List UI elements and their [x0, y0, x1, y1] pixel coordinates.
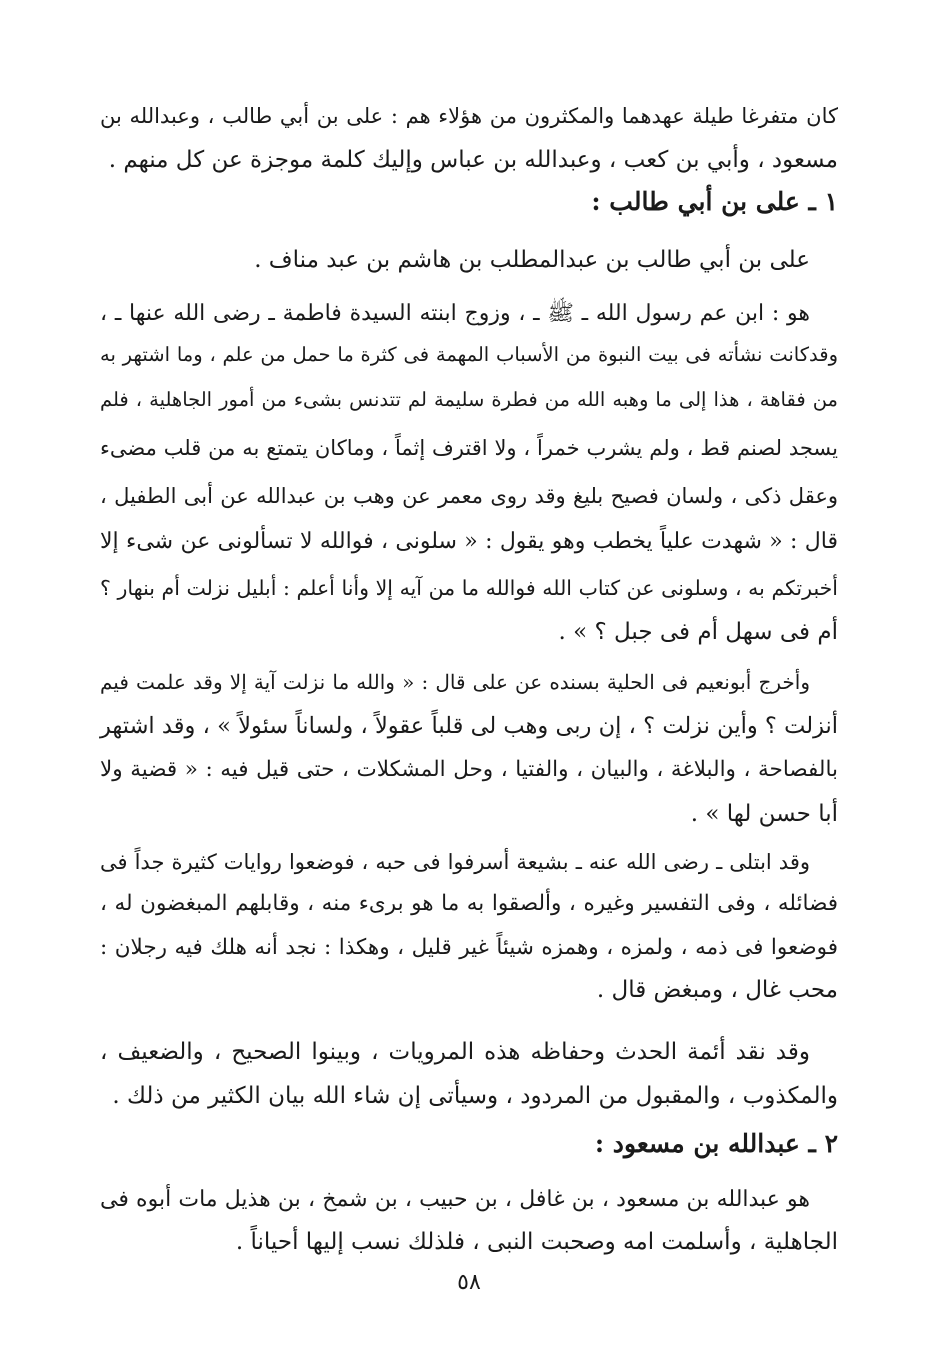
text-line: قال : « شهدت علياً يخطب وهو يقول : « سلونى ، فوالله لا تسألونى عن شىء إلا [100, 529, 838, 554]
text-line: فضائله ، وفى التفسير وغيره ، وألصقوا به ما هو برىء منه ، وقابلهم المبغضون له ، [100, 891, 838, 916]
text-line: فوضعوا فى ذمه ، ولمزه ، وهمزه شيئاً غير قليل ، وهكذا : نجد أنه هلك فيه رجلان : [100, 935, 838, 960]
text-line: وقد ابتلى ـ رضى الله عنه ـ بشيعة أسرفوا فى حبه ، فوضعوا روايات كثيرة جداً فى [100, 850, 810, 874]
text-line: أخبرتكم به ، وسلونى عن كتاب الله فوالله ما من آيه إلا وأنا أعلم : أبليل نزلت أم بنهار ؟ [100, 576, 838, 600]
page-number: ٥٨ [457, 1270, 481, 1295]
text-line: مسعود ، وأبي بن كعب ، وعبدالله بن عباس وإليك كلمة موجزة عن كل منهم . [108, 147, 838, 173]
text-line: بالفصاحة ، والبلاغة ، والبيان ، والفتيا ، وحل المشكلات ، حتى قيل فيه : « قضية ولا [100, 757, 838, 782]
text-line: والمكذوب ، والمقبول من المردود ، وسيأتى إن شاء الله بيان الكثير من ذلك . [112, 1083, 838, 1109]
text-line: كان متفرغا طيلة عهدهما والمكثرون من هؤلاء هم : على بن أبي طالب ، وعبدالله بن [100, 104, 838, 128]
text-line: هو عبدالله بن مسعود ، بن غافل ، بن حبيب ، بن شمخ ، بن هذيل مات أبوه فى [100, 1187, 810, 1212]
text-line: من فقاهة ، هذا إلى ما وهبه الله من فطرة سليمة لم تتدنس بشىء من أمور الجاهلية ، فلم [100, 388, 838, 411]
text-line: أنزلت ؟ وأين نزلت ؟ ، إن ربى وهب لى قلباً عقولاً ، ولساناً سئولاً » ، وقد اشتهر [100, 713, 838, 739]
section-heading: ١ ـ على بن أبي طالب : [591, 187, 838, 216]
text-line: هو : ابن عم رسول الله ـ ﷺ ـ ، وزوج ابنته السيدة فاطمة ـ رضى الله عنها ـ ، [100, 301, 810, 326]
text-line: يسجد لصنم قط ، ولم يشرب خمراً ، ولا اقترف إثماً ، وماكان يتمتع به من قلب مضىء [100, 436, 838, 460]
text-line: أبا حسن لها » . [690, 801, 838, 827]
section-heading: ٢ ـ عبدالله بن مسعود : [594, 1129, 838, 1158]
text-line: وأخرج أبونعيم فى الحلية بسنده عن على قال : « والله ما نزلت آية إلا وقد علمت فيم [100, 670, 810, 694]
text-line: وقد نقد أئمة الحدث وحفاظه هذه المرويات ، وبينوا الصحيح ، والضعيف ، [100, 1039, 810, 1065]
text-line: على بن أبي طالب بن عبدالمطلب بن هاشم بن عبد مناف . [254, 247, 810, 273]
text-line: وقدكانت نشأته فى بيت النبوة من الأسباب المهمة فى كثرة ما حمل من علم ، وما اشتهر به [100, 343, 838, 366]
text-line: محب غال ، ومبغض قال . [596, 977, 838, 1003]
text-line: وعقل ذكى ، ولسان فصيح بليغ وقد روى معمر عن وهب بن عبدالله عن أبى الطفيل ، [100, 484, 838, 508]
text-line: أم فى سهل أم فى جبل ؟ » . [558, 619, 838, 645]
text-line: الجاهلية ، وأسلمت امه وصحبت النبى ، فلذلك نسب إليها أحياناً . [235, 1229, 838, 1255]
